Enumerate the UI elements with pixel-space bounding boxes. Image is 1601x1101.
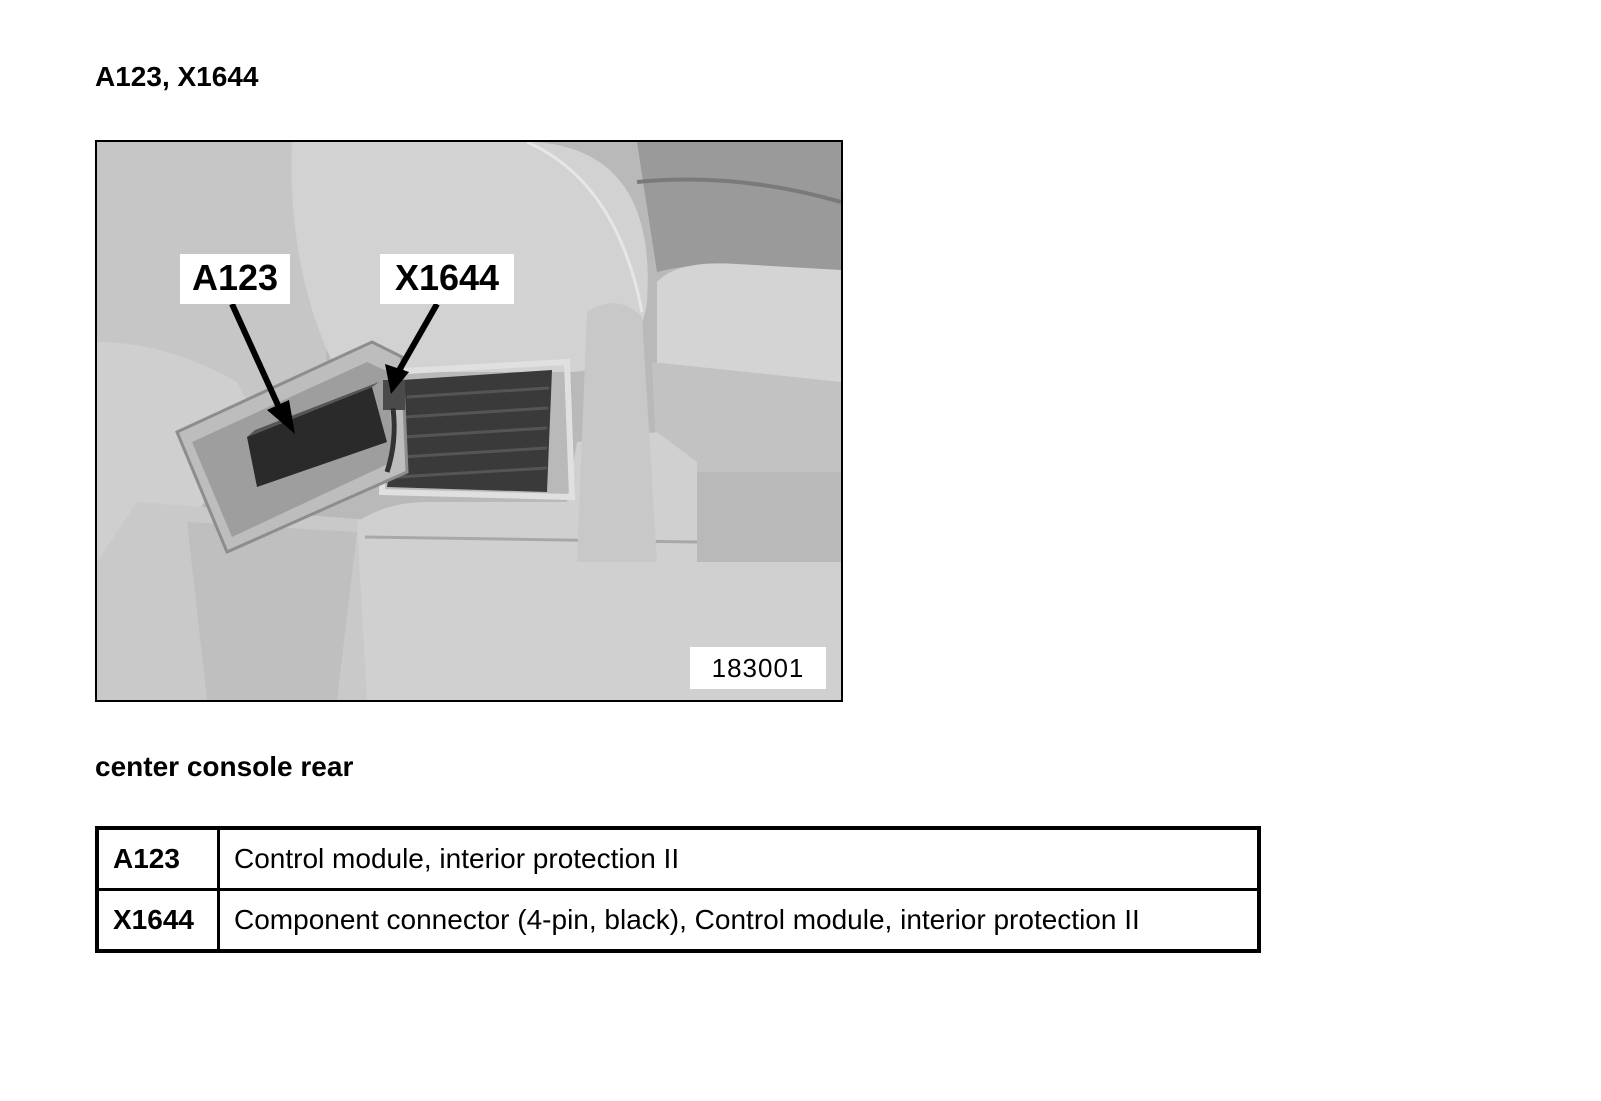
callout-a123: A123	[180, 254, 290, 304]
page-title: A123, X1644	[95, 61, 259, 92]
figure-number: 183001	[690, 647, 826, 689]
door-panel	[637, 142, 841, 282]
center-console-illustration	[97, 142, 841, 700]
table-row	[97, 828, 1259, 890]
callout-x1644: X1644	[380, 254, 514, 304]
component-legend-table	[95, 826, 1261, 953]
figure-caption: center console rear	[95, 751, 354, 782]
floor-shadow	[187, 522, 357, 700]
legend-code: A123	[97, 828, 219, 890]
legend-code: X1644	[97, 890, 219, 952]
center-console-photo	[95, 140, 843, 702]
legend-description: Control module, interior protection II	[219, 828, 1260, 890]
legend-description: Component connector (4-pin, black), Control module, interior protection II	[219, 890, 1260, 952]
table-row	[97, 890, 1259, 952]
